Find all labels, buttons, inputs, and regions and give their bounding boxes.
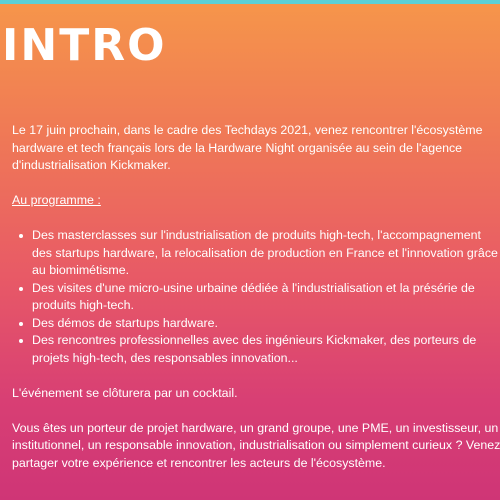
program-item-meetings: Des rencontres professionnelles avec des ingénieurs Kickmaker, des porteurs de projets high-tech, des responsables innovation...: [32, 332, 500, 367]
invitation-paragraph: Vous êtes un porteur de projet hardware, un grand groupe, une PME, un investisseur, un institutionnel, un responsable innovation, industrialisation ou simplement curieux ? Venez partager votre expérience et rencontrer les acteurs de l'écosystème.: [12, 420, 500, 470]
program-item-masterclasses: Des masterclasses sur l'industrialisation de produits high-tech, l'accompagnement des startups hardware, la relocalisation de production en France et l'innovation grâce au biomimétisme.: [32, 227, 500, 280]
program-list: [12, 227, 500, 367]
intro-content: [12, 122, 500, 472]
program-item-visits: Des visites d'une micro-usine urbaine dédiée à l'industrialisation et la présérie de produits high-tech.: [32, 280, 500, 315]
top-accent-bar: [0, 0, 500, 4]
program-item-demos: Des démos de startups hardware.: [32, 315, 500, 333]
program-heading: Au programme :: [12, 193, 101, 207]
intro-paragraph: Le 17 juin prochain, dans le cadre des Techdays 2021, venez rencontrer l'écosystème hardware et tech français lors de la Hardware Night organisée au sein de l'agence d'industrialisation Kickmaker.: [12, 123, 483, 172]
closing-paragraph: L'événement se clôturera par un cocktail.: [12, 385, 238, 400]
page-title: INTRO: [2, 20, 167, 71]
